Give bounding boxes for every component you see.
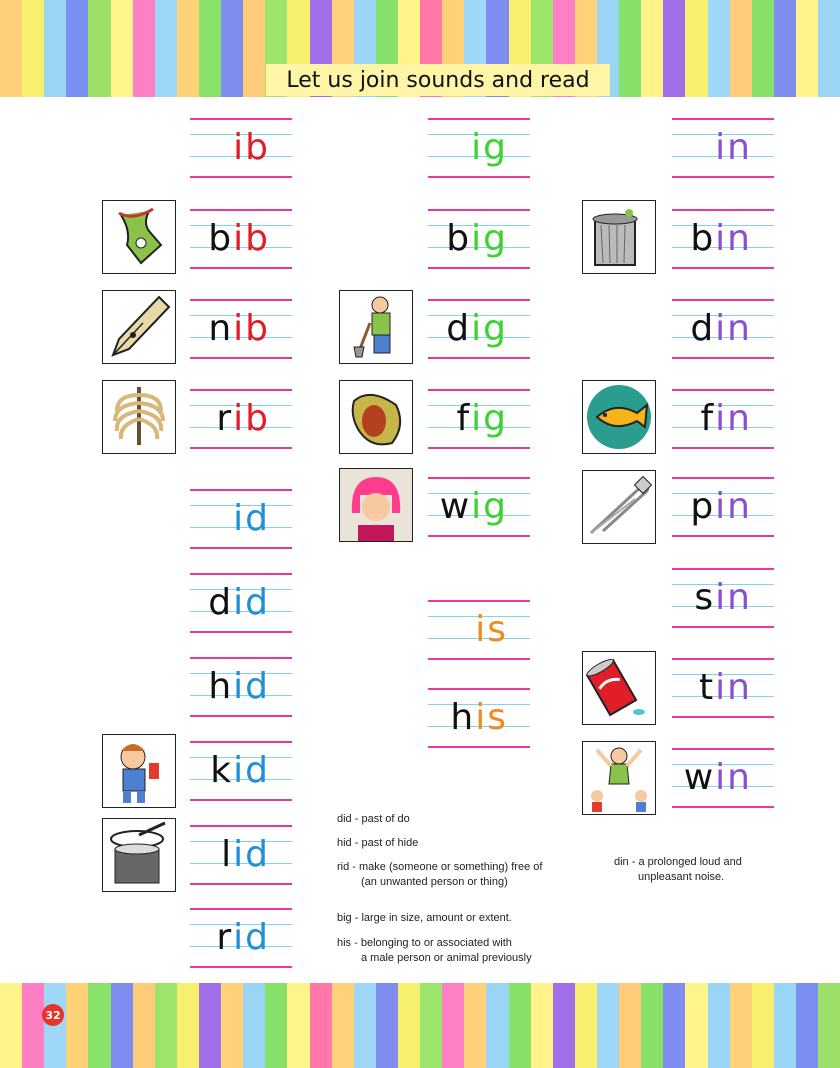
header-id bbox=[190, 489, 292, 549]
stripe bbox=[708, 0, 730, 97]
onset: f bbox=[700, 398, 716, 439]
stripe bbox=[752, 0, 774, 97]
rime: id bbox=[233, 582, 270, 623]
stripe bbox=[287, 983, 309, 1068]
onset: b bbox=[446, 218, 472, 259]
onset: r bbox=[216, 398, 234, 439]
onset: p bbox=[690, 486, 716, 527]
stripe bbox=[730, 983, 752, 1068]
definition-did: did - past of do bbox=[337, 813, 410, 825]
stripe bbox=[243, 0, 265, 97]
stripe bbox=[265, 983, 287, 1068]
onset: d bbox=[690, 308, 716, 349]
stripe bbox=[730, 0, 752, 97]
dig-icon bbox=[339, 290, 413, 364]
stripe bbox=[818, 983, 840, 1068]
word-wig bbox=[428, 477, 530, 537]
rime: in bbox=[715, 218, 752, 259]
header-in bbox=[672, 118, 774, 178]
rime: ib bbox=[233, 218, 270, 259]
word-fin bbox=[672, 389, 774, 449]
stripe bbox=[663, 0, 685, 97]
rime-is: is bbox=[475, 609, 508, 650]
word-win bbox=[672, 748, 774, 808]
tin-icon bbox=[582, 651, 656, 725]
stripe bbox=[641, 0, 663, 97]
onset: h bbox=[450, 697, 476, 738]
word-kid bbox=[190, 741, 292, 801]
definition-din bbox=[614, 855, 742, 885]
onset: r bbox=[216, 917, 234, 958]
rime: id bbox=[233, 666, 270, 707]
rime: in bbox=[715, 308, 752, 349]
onset: d bbox=[446, 308, 472, 349]
stripe bbox=[22, 0, 44, 97]
stripe bbox=[420, 983, 442, 1068]
definition-big: big - large in size, amount or extent. bbox=[337, 912, 512, 924]
stripe bbox=[752, 983, 774, 1068]
stripe bbox=[641, 983, 663, 1068]
stripe bbox=[354, 983, 376, 1068]
pin-icon bbox=[582, 470, 656, 544]
definition-his bbox=[337, 936, 532, 966]
stripe bbox=[531, 983, 553, 1068]
stripe bbox=[155, 983, 177, 1068]
stripe bbox=[796, 983, 818, 1068]
stripe bbox=[199, 0, 221, 97]
bib-icon bbox=[102, 200, 176, 274]
stripe bbox=[243, 983, 265, 1068]
header-is bbox=[428, 600, 530, 660]
word-rib bbox=[190, 389, 292, 449]
rime: in bbox=[715, 757, 752, 798]
rime: is bbox=[475, 697, 508, 738]
stripe bbox=[685, 0, 707, 97]
stripe bbox=[685, 983, 707, 1068]
stripe bbox=[199, 983, 221, 1068]
stripe bbox=[509, 983, 531, 1068]
onset: k bbox=[210, 750, 234, 791]
definition-his-line1: his - belonging to or associated with bbox=[337, 937, 512, 949]
fig-icon bbox=[339, 380, 413, 454]
word-sin bbox=[672, 568, 774, 628]
onset: n bbox=[208, 308, 234, 349]
word-tin bbox=[672, 658, 774, 718]
stripe bbox=[44, 0, 66, 97]
stripe bbox=[133, 0, 155, 97]
rime-ib: ib bbox=[233, 127, 270, 168]
stripe bbox=[442, 983, 464, 1068]
rime: ib bbox=[233, 398, 270, 439]
win-icon bbox=[582, 741, 656, 815]
stripe bbox=[0, 0, 22, 97]
stripe bbox=[221, 0, 243, 97]
page-title: Let us join sounds and read bbox=[266, 64, 610, 96]
onset: l bbox=[221, 834, 234, 875]
definition-rid-line2: (an unwanted person or thing) bbox=[361, 876, 508, 888]
word-fig bbox=[428, 389, 530, 449]
onset: h bbox=[208, 666, 234, 707]
onset: w bbox=[683, 757, 716, 798]
rime: in bbox=[715, 667, 752, 708]
stripe bbox=[796, 0, 818, 97]
word-bin bbox=[672, 209, 774, 269]
stripe bbox=[663, 983, 685, 1068]
rime-in: in bbox=[715, 127, 752, 168]
stripe bbox=[177, 0, 199, 97]
stripe bbox=[332, 983, 354, 1068]
stripe bbox=[133, 983, 155, 1068]
header-ib bbox=[190, 118, 292, 178]
stripe bbox=[155, 0, 177, 97]
stripe bbox=[486, 983, 508, 1068]
word-rid bbox=[190, 908, 292, 968]
stripe bbox=[553, 983, 575, 1068]
stripe bbox=[88, 0, 110, 97]
stripe bbox=[177, 983, 199, 1068]
stripe bbox=[619, 983, 641, 1068]
rime: ig bbox=[471, 398, 508, 439]
onset: b bbox=[690, 218, 716, 259]
word-bib bbox=[190, 209, 292, 269]
stripe bbox=[597, 983, 619, 1068]
bin-icon bbox=[582, 200, 656, 274]
onset: t bbox=[699, 667, 716, 708]
bottom-stripe-border bbox=[0, 983, 840, 1068]
stripe bbox=[221, 983, 243, 1068]
definition-din-line2: unpleasant noise. bbox=[638, 871, 725, 883]
word-dig bbox=[428, 299, 530, 359]
stripe bbox=[774, 0, 796, 97]
word-his bbox=[428, 688, 530, 748]
wig-icon bbox=[339, 468, 413, 542]
rime: ig bbox=[471, 218, 508, 259]
definition-hid: hid - past of hide bbox=[337, 837, 419, 849]
word-did bbox=[190, 573, 292, 633]
rime: id bbox=[233, 750, 270, 791]
nib-icon bbox=[102, 290, 176, 364]
onset: f bbox=[456, 398, 472, 439]
stripe bbox=[575, 983, 597, 1068]
rime: in bbox=[715, 398, 752, 439]
rime: id bbox=[233, 834, 270, 875]
onset: s bbox=[694, 577, 716, 618]
definition-his-line2: a male person or animal previously bbox=[361, 952, 532, 964]
word-big bbox=[428, 209, 530, 269]
definition-rid bbox=[337, 860, 542, 890]
onset: w bbox=[439, 486, 472, 527]
page-number: 32 bbox=[42, 1004, 64, 1026]
rib-icon bbox=[102, 380, 176, 454]
rime-ig: ig bbox=[471, 127, 508, 168]
stripe bbox=[0, 983, 22, 1068]
stripe bbox=[818, 0, 840, 97]
onset: b bbox=[208, 218, 234, 259]
stripe bbox=[464, 983, 486, 1068]
word-lid bbox=[190, 825, 292, 885]
stripe bbox=[111, 983, 133, 1068]
stripe bbox=[111, 0, 133, 97]
rime-id: id bbox=[233, 498, 270, 539]
rime: in bbox=[715, 486, 752, 527]
stripe bbox=[22, 983, 44, 1068]
word-din bbox=[672, 299, 774, 359]
definition-rid-line1: rid - make (someone or something) free of bbox=[337, 861, 543, 873]
word-nib bbox=[190, 299, 292, 359]
stripe bbox=[774, 983, 796, 1068]
onset: d bbox=[208, 582, 234, 623]
stripe bbox=[88, 983, 110, 1068]
stripe bbox=[708, 983, 730, 1068]
stripe bbox=[66, 983, 88, 1068]
rime: ig bbox=[471, 486, 508, 527]
kid-icon bbox=[102, 734, 176, 808]
stripe bbox=[376, 983, 398, 1068]
word-hid bbox=[190, 657, 292, 717]
stripe bbox=[66, 0, 88, 97]
stripe bbox=[310, 983, 332, 1068]
fin-icon bbox=[582, 380, 656, 454]
rime: in bbox=[715, 577, 752, 618]
word-pin bbox=[672, 477, 774, 537]
definition-din-line1: din - a prolonged loud and bbox=[614, 856, 742, 868]
stripe bbox=[398, 983, 420, 1068]
header-ig bbox=[428, 118, 530, 178]
lid-icon bbox=[102, 818, 176, 892]
rime: ig bbox=[471, 308, 508, 349]
rime: id bbox=[233, 917, 270, 958]
stripe bbox=[619, 0, 641, 97]
rime: ib bbox=[233, 308, 270, 349]
